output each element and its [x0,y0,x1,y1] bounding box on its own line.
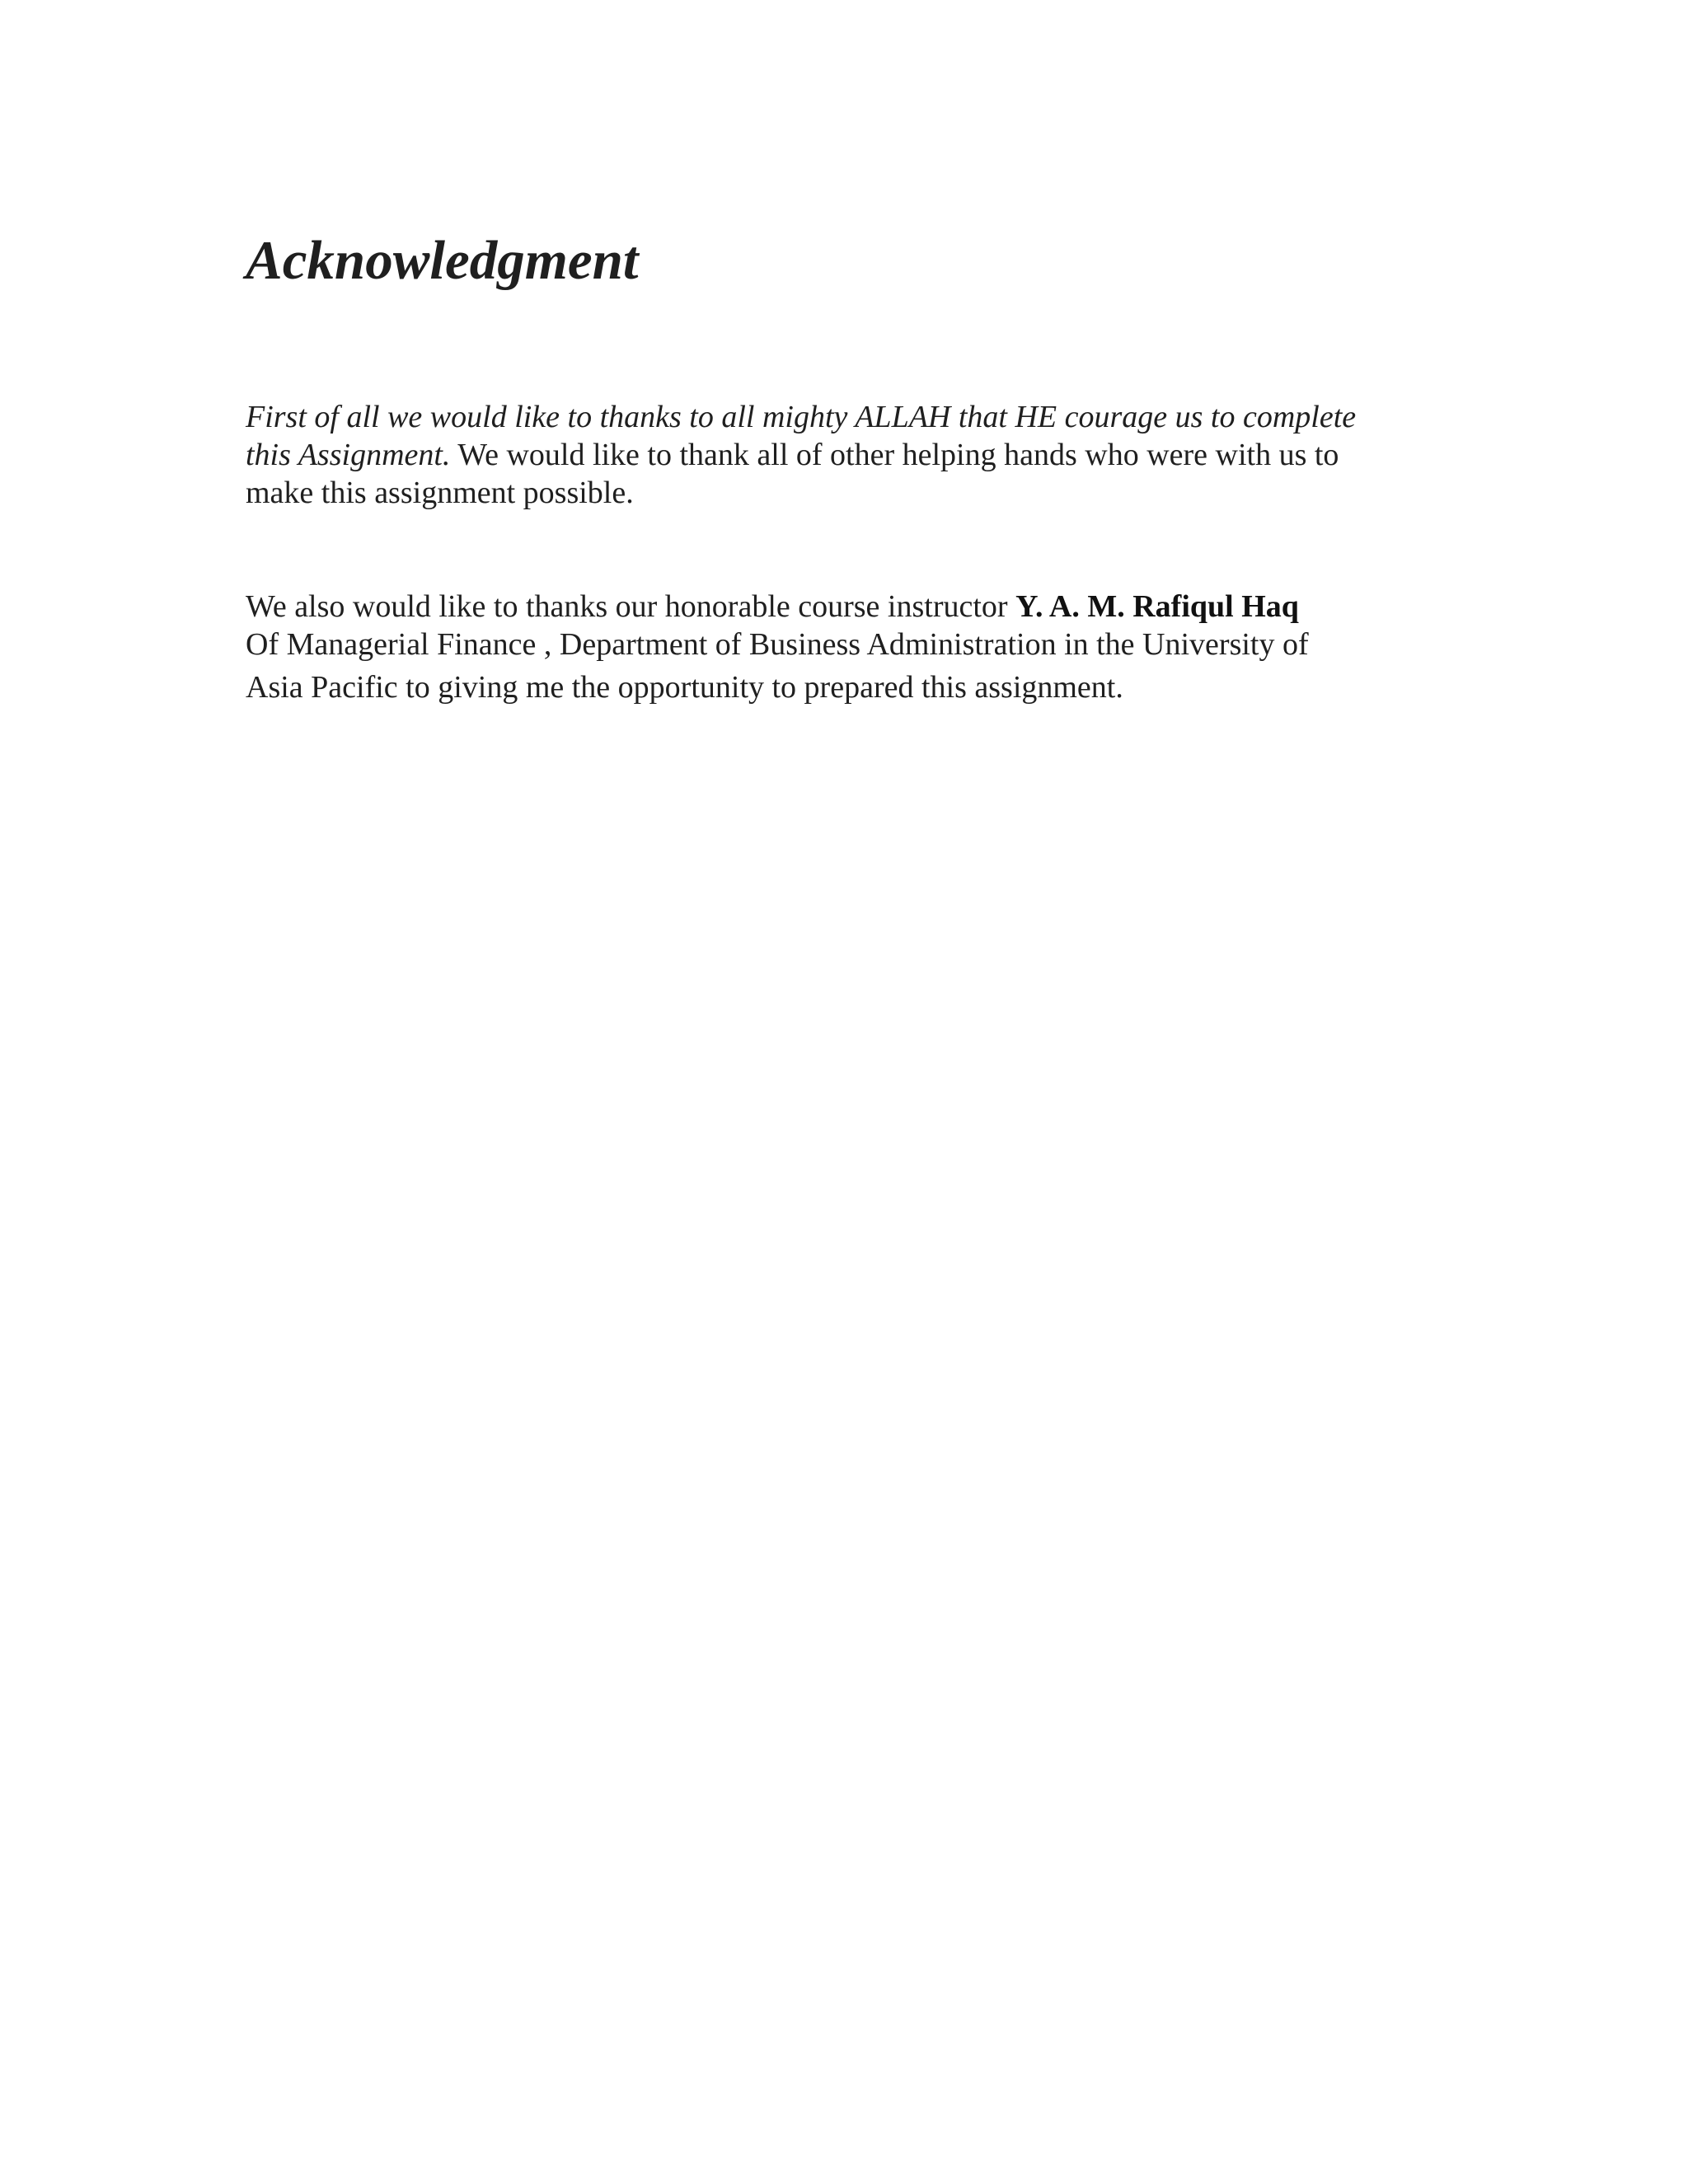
page-title: Acknowledgment [246,230,639,291]
paragraph-thanks-instructor [246,588,1465,706]
paragraph2-line1 [246,588,1465,626]
paragraph2-line3: Asia Pacific to giving me the opportunity to prepared this assignment. [246,670,1123,705]
paragraph-thanks-allah [246,398,1465,512]
paragraph1-line2 [246,436,1465,474]
paragraph1-line1 [246,398,1465,436]
paragraph2-line1-text: We also would like to thanks our honorable course instructor [246,589,1016,624]
paragraph1-line2-italic: this Assignment. [246,438,451,472]
paragraph2-line2: Of Managerial Finance , Department of Business Administration in the University of [246,627,1309,662]
instructor-name: Y. A. M. Rafiqul Haq [1015,589,1299,624]
paragraph1-line1-italic: First of all we would like to thanks to all mighty ALLAH that HE courage us to complete [246,400,1357,434]
paragraph1-line2-text: We would like to thank all of other helping hands who were with us to [450,438,1339,472]
paragraph1-line3: make this assignment possible. [246,476,634,510]
